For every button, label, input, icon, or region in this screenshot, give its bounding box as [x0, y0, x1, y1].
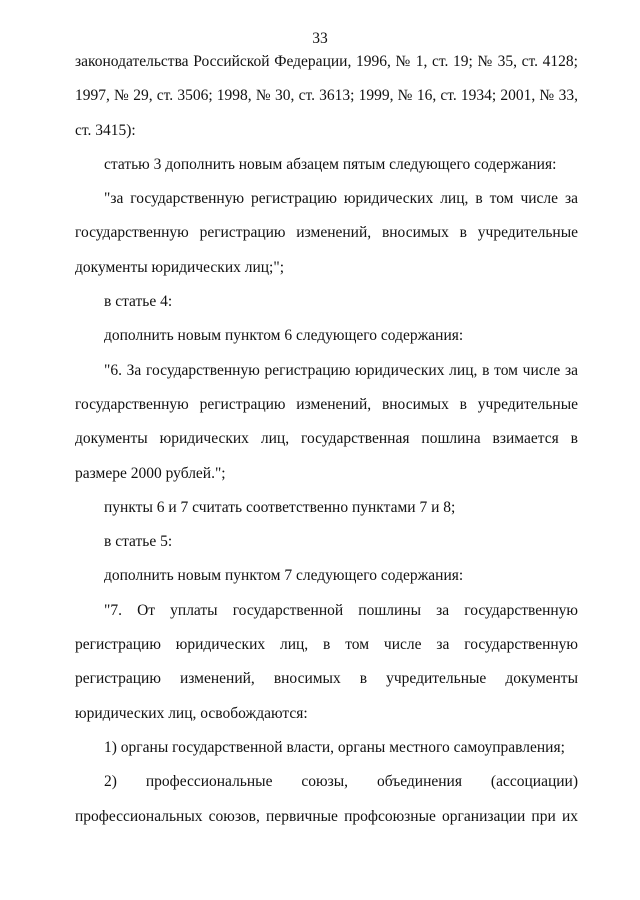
- paragraph-legislation-references: законодательства Российской Федерации, 1996, № 1, ст. 19; № 35, ст. 4128; 1997, № 29, ст. 3506; 1998, № 30, ст. 3613; 1999, № 16, ст. 1934; 2001, № 33, ст. 3415):: [75, 53, 578, 139]
- paragraph-clause-6-text: "6. За государственную регистрацию юридических лиц, в том числе за государственную регистрацию изменений, вносимых в учредительные документы юридических лиц, государственная пошлина взимается в размере 2000 рублей.";: [75, 361, 578, 482]
- paragraph-quoted-registration-clause: "за государственную регистрацию юридических лиц, в том числе за государственную регистрацию изменений, вносимых в учредительные документы юридических лиц;";: [75, 190, 578, 276]
- document-body: [75, 45, 578, 834]
- paragraph-add-clause-7: дополнить новым пунктом 7 следующего содержания:: [104, 567, 464, 585]
- page-number: 33: [312, 30, 328, 47]
- paragraph-clause-7-text: "7. От уплаты государственной пошлины за государственную регистрацию юридических лиц, в том числе за государственную регистрацию изменений, вносимых в учредительные документы юридических лиц, освобождаются:: [75, 601, 578, 722]
- paragraph-article-3-amendment: статью 3 дополнить новым абзацем пятым следующего содержания:: [104, 155, 557, 173]
- paragraph-article-4-heading: в статье 4:: [104, 293, 173, 311]
- paragraph-list-item-1: 1) органы государственной власти, органы местного самоуправления;: [104, 738, 565, 756]
- paragraph-add-clause-6: дополнить новым пунктом 6 следующего содержания:: [104, 327, 464, 345]
- paragraph-article-5-heading: в статье 5:: [104, 533, 173, 551]
- paragraph-renumber-clauses: пункты 6 и 7 считать соответственно пунктами 7 и 8;: [104, 498, 456, 516]
- paragraph-list-item-2: 2) профессиональные союзы, объединения (ассоциации) профессиональных союзов, первичные профсоюзные организации при их: [75, 773, 578, 825]
